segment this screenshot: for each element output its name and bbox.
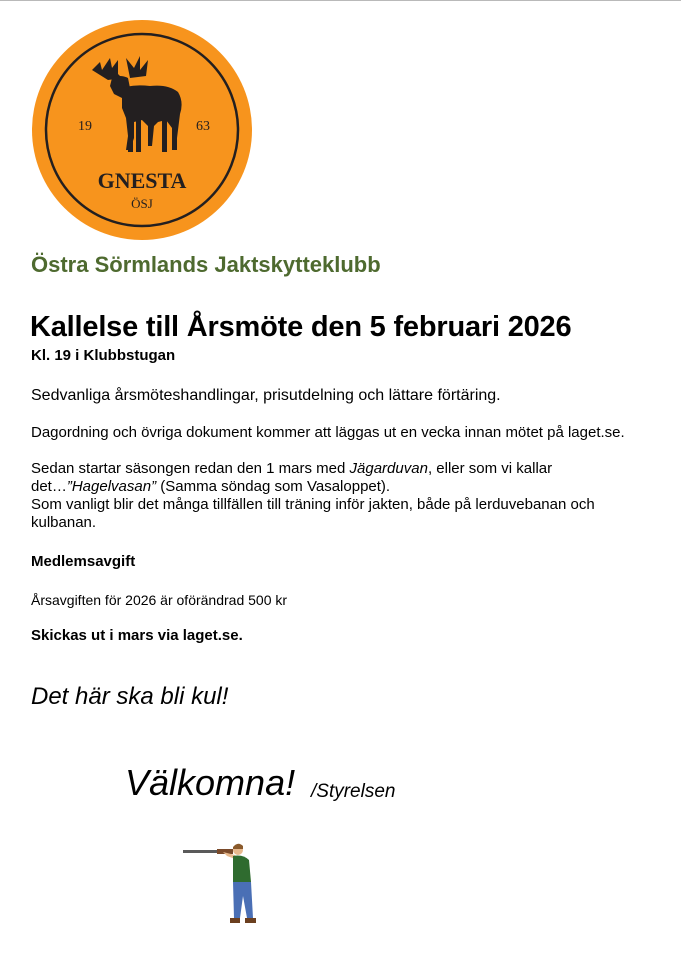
season-text-3: det…: [31, 478, 67, 495]
organization-name: Östra Sörmlands Jaktskytteklubb: [31, 252, 381, 277]
season-event-hagelvasan: ”Hagelvasan”: [66, 478, 157, 495]
logo-abbr: ÖSJ: [131, 196, 153, 211]
paragraph-agenda-items: Sedvanliga årsmöteshandlingar, prisutdelning och lättare förtäring.: [31, 387, 501, 404]
signature: /Styrelsen: [311, 781, 396, 802]
club-logo: [30, 18, 254, 242]
logo-year-left: 19: [78, 119, 92, 134]
season-text-2: , eller som vi kallar: [427, 460, 553, 477]
paragraph-documents: Dagordning och övriga dokument kommer att läggas ut en vecka innan mötet på laget.se.: [31, 424, 625, 441]
logo-year-right: 63: [196, 119, 210, 134]
fee-text: Årsavgiften för 2026 är oförändrad 500 kr: [31, 592, 288, 608]
fee-heading: Medlemsavgift: [31, 553, 136, 570]
season-event-jagarduvan: Jägarduvan: [349, 460, 428, 477]
training-line-2: kulbanan.: [31, 514, 97, 531]
welcome-text: Välkomna!: [125, 762, 296, 803]
training-line-1: Som vanligt blir det många tillfällen till träning inför jakten, både på lerduvebanan och: [31, 496, 595, 513]
page-title: Kallelse till Årsmöte den 5 februari 2026: [30, 311, 572, 343]
logo-name: GNESTA: [97, 168, 187, 193]
invoice-note: Skickas ut i mars via laget.se.: [31, 627, 243, 644]
season-text-1: Sedan startar säsongen redan den 1 mars med: [31, 460, 350, 477]
top-border: [0, 0, 681, 1]
season-text-4: (Samma söndag som Vasaloppet).: [156, 478, 391, 495]
fun-text: Det här ska bli kul!: [31, 683, 229, 710]
paragraph-season: [31, 460, 552, 496]
shooter-icon: [183, 840, 263, 926]
paragraph-training: [31, 496, 595, 532]
meeting-time: Kl. 19 i Klubbstugan: [31, 347, 176, 364]
